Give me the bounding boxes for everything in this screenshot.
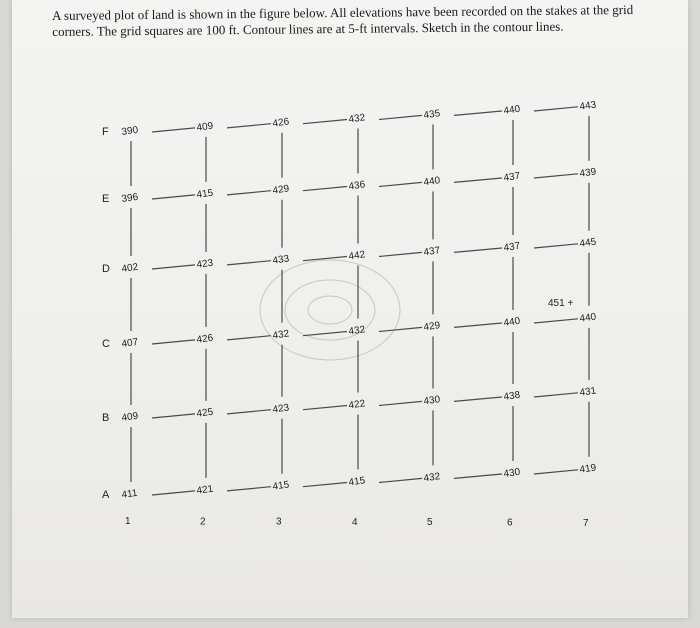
elevation-label: 445	[578, 236, 597, 250]
elevation-label: 439	[578, 166, 597, 180]
elevation-label: 415	[347, 475, 366, 489]
grid-line-horizontal	[379, 401, 422, 405]
show-through-marks	[260, 260, 400, 360]
grid-line-horizontal	[303, 187, 347, 191]
elevation-label: 440	[578, 311, 597, 325]
elevation-label: 432	[271, 328, 290, 342]
elevation-labels	[121, 100, 597, 501]
row-label: A	[102, 489, 110, 501]
grid-line-horizontal	[152, 265, 195, 269]
grid-line-horizontal	[303, 483, 347, 487]
elevation-label: 442	[347, 249, 366, 263]
grid-line-horizontal	[534, 319, 578, 323]
row-label: D	[102, 263, 110, 275]
elevation-label: 437	[422, 245, 441, 259]
elevation-label: 423	[271, 402, 290, 416]
grid-line-horizontal	[534, 470, 578, 474]
elevation-label: 432	[347, 112, 366, 126]
elevation-label: 443	[578, 99, 597, 113]
elevation-label: 430	[502, 466, 521, 480]
elevation-label: 390	[120, 124, 139, 138]
column-label: 3	[276, 516, 282, 528]
grid-line-horizontal	[152, 491, 195, 495]
grid-line-horizontal	[454, 178, 502, 182]
elevation-label: 429	[422, 320, 441, 334]
column-label: 4	[352, 516, 358, 528]
row-label: F	[102, 126, 109, 138]
elevation-label: 431	[578, 385, 597, 399]
elevation-label: 432	[347, 324, 366, 338]
grid-line-horizontal	[227, 487, 271, 491]
elevation-label: 430	[422, 394, 441, 408]
elevation-label: 426	[195, 332, 214, 346]
elevation-label: 435	[422, 108, 441, 122]
grid-line-horizontal	[303, 120, 347, 124]
elevation-label: 415	[195, 187, 214, 201]
grid-line-horizontal	[454, 397, 502, 401]
grid-line-horizontal	[227, 191, 271, 195]
problem-statement: A surveyed plot of land is shown in the figure below. All elevations have been recorded on the stakes at the grid corners. The grid squares are 100 ft. Contour lines are at 5-ft intervals. Sketch in the contour lines.	[52, 1, 634, 39]
elevation-label: 402	[120, 261, 139, 275]
column-label: 6	[507, 517, 513, 529]
column-label: 5	[427, 517, 433, 529]
grid-line-horizontal	[379, 182, 422, 186]
elevation-label: 396	[120, 191, 139, 205]
grid-line-horizontal	[454, 111, 502, 115]
elevation-label: 422	[347, 398, 366, 412]
grid-line-horizontal	[534, 174, 578, 178]
grid-line-horizontal	[227, 124, 271, 128]
grid-line-horizontal	[454, 474, 502, 478]
grid-lines	[131, 107, 589, 495]
elevation-label: 425	[195, 406, 214, 420]
row-label: B	[102, 412, 110, 424]
grid-line-horizontal	[379, 327, 422, 331]
elevation-label: 415	[271, 479, 290, 493]
grid-line-horizontal	[152, 128, 195, 132]
grid-line-horizontal	[454, 248, 502, 252]
grid-line-horizontal	[227, 410, 271, 414]
elevation-label: 440	[502, 103, 521, 117]
elevation-label: 409	[195, 120, 214, 134]
grid-line-horizontal	[152, 414, 195, 418]
row-label: C	[102, 338, 110, 350]
grid-line-horizontal	[379, 252, 422, 256]
grid-line-horizontal	[534, 244, 578, 248]
grid-line-horizontal	[534, 393, 578, 397]
elevation-label: 437	[502, 170, 521, 184]
elevation-label: 440	[422, 175, 441, 189]
elevation-label: 409	[120, 410, 139, 424]
grid-line-horizontal	[152, 195, 195, 199]
elevation-label: 436	[347, 179, 366, 193]
elevation-label: 440	[502, 315, 521, 329]
grid-line-horizontal	[379, 478, 422, 482]
elevation-label: 423	[195, 257, 214, 271]
grid-line-horizontal	[379, 115, 422, 119]
elevation-label: 432	[422, 471, 441, 485]
row-label: E	[102, 193, 110, 205]
elevation-label: 419	[578, 462, 597, 476]
elevation-label: 407	[120, 336, 139, 350]
elevation-label: 437	[502, 240, 521, 254]
elevation-label: 426	[271, 116, 290, 130]
elevation-label: 438	[502, 389, 521, 403]
grid-line-horizontal	[227, 336, 271, 340]
grid-line-horizontal	[152, 340, 195, 344]
column-label: 1	[125, 516, 131, 527]
elevation-label: 429	[271, 183, 290, 197]
grid-line-horizontal	[454, 323, 502, 327]
elevation-label: 411	[120, 487, 139, 501]
column-label: 7	[583, 517, 589, 529]
column-label: 2	[200, 516, 206, 528]
grid-line-horizontal	[534, 107, 578, 111]
elevation-label: 433	[271, 253, 290, 267]
grid-line-horizontal	[227, 261, 271, 265]
spot-elevation-label: 451 +	[548, 298, 574, 309]
elevation-label: 421	[195, 483, 214, 497]
grid-line-horizontal	[303, 332, 347, 336]
grid-line-horizontal	[303, 406, 347, 410]
